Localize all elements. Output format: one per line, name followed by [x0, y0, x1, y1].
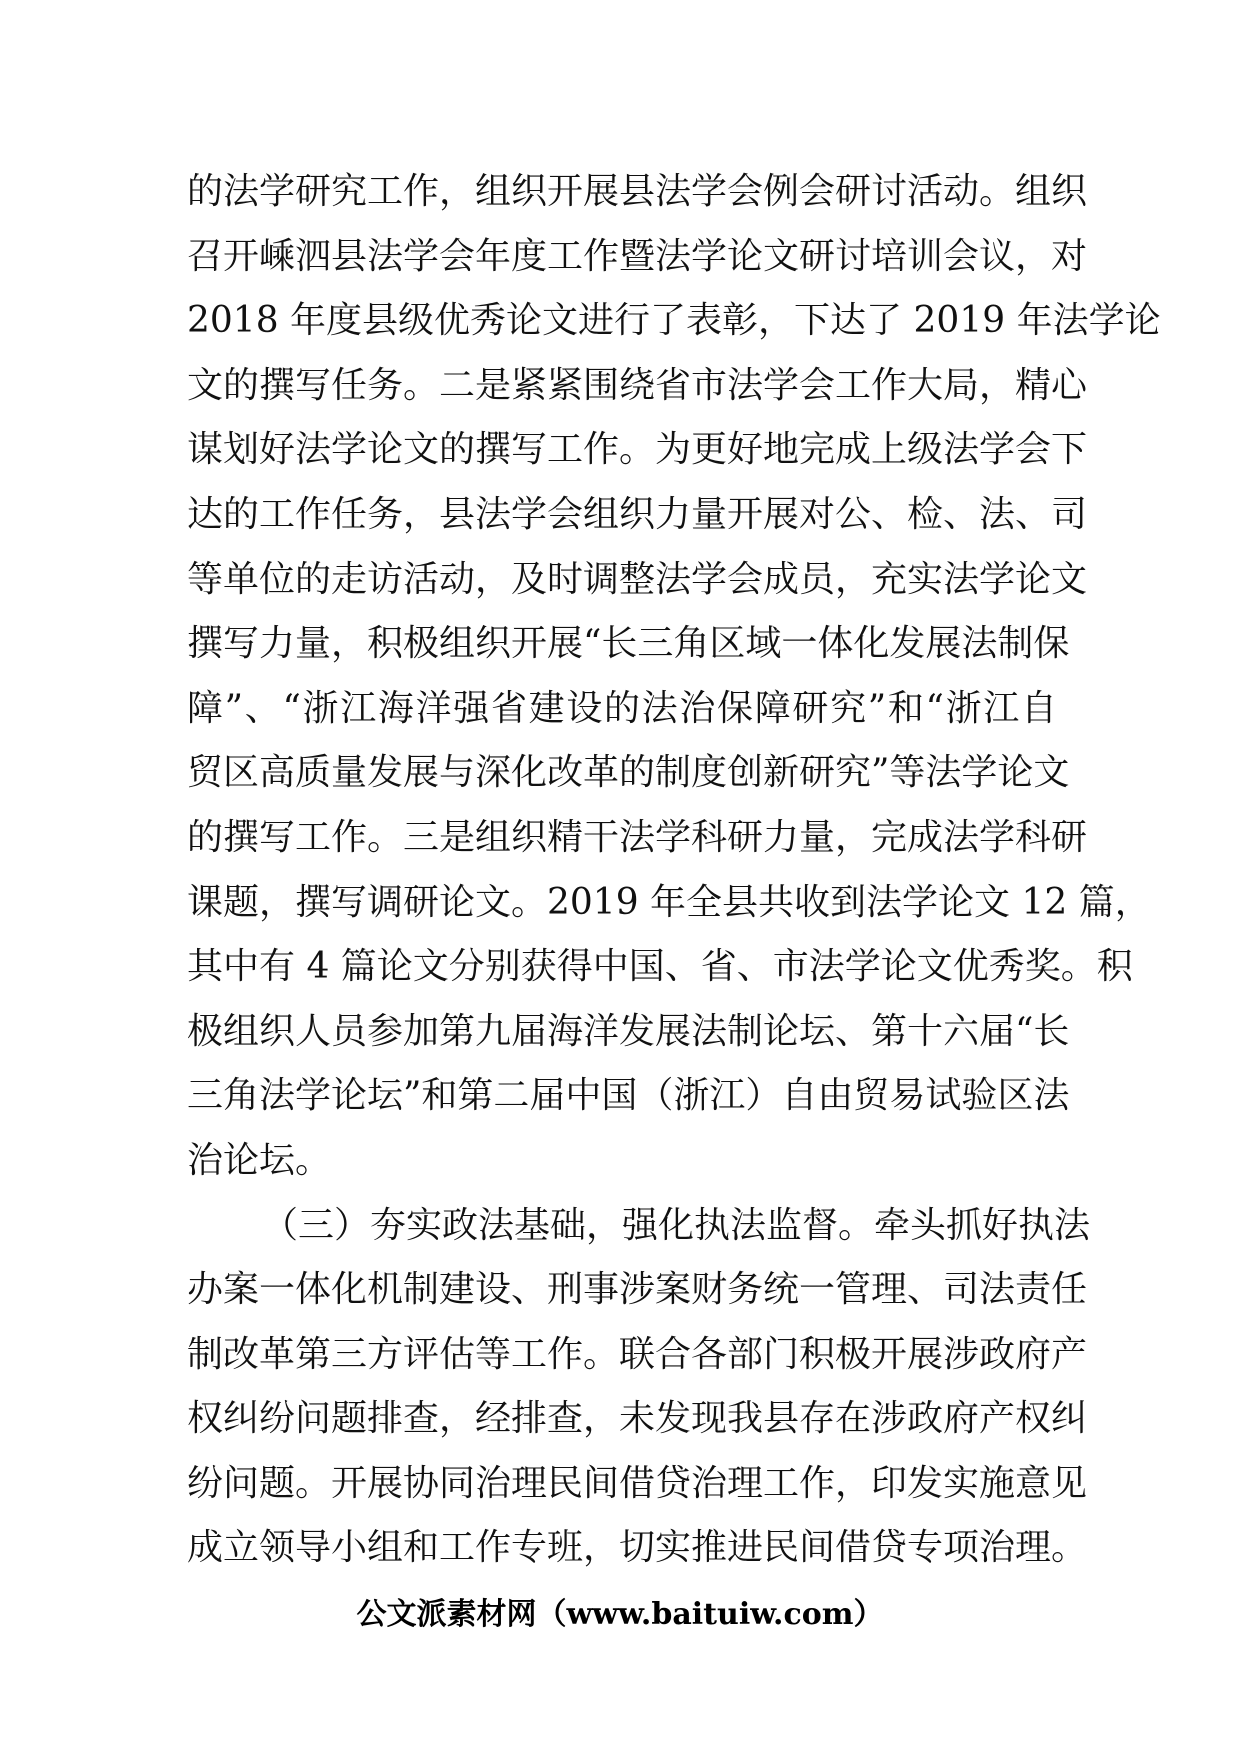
- text-line: 达的工作任务，县法学会组织力量开展对公、检、法、司: [187, 493, 1088, 535]
- footer-source-text: 公文派素材网（www.baitui​w.com）: [356, 1597, 884, 1632]
- text-line: 纷问题。开展协同治理民间借贷治理工作，印发实施意见: [187, 1462, 1088, 1504]
- text-line: 贸区高质量发展与深化改革的制度创新研究”等法学论文: [187, 752, 1070, 794]
- text-line: 文的撰写任务。二是紧紧围绕省市法学会工作大局，精心: [187, 364, 1088, 406]
- text-line: 极组织人员参加第九届海洋发展法制论坛、第十六届“长: [187, 1010, 1070, 1052]
- body-text: [187, 160, 1161, 1581]
- text-line: 障”、“浙江海洋强省建设的法治保障研究”和“浙江自: [187, 687, 1057, 729]
- section-heading-line: （三）夯实政法基础，强化执法监督。牵头抓好执法: [262, 1204, 1091, 1246]
- text-line: 权纠纷问题排查，经排查，未发现我县存在涉政府产权纠: [187, 1398, 1088, 1440]
- text-line: 2018 年度县级优秀论文进行了表彰，下达了 2019 年法学论: [187, 300, 1161, 342]
- text-line: 课题，撰写调研论文。2019 年全县共收到法学论文 12 篇，: [187, 881, 1151, 923]
- text-line: 谋划好法学论文的撰写工作。为更好地完成上级法学会下: [187, 429, 1088, 471]
- text-line: 其中有 4 篇论文分别获得中国、省、市法学论文优秀奖。积: [187, 946, 1133, 988]
- text-line: 召开嵊泗县法学会年度工作暨法学论文研讨培训会议，对: [187, 235, 1088, 277]
- text-line: 治论坛。: [187, 1139, 332, 1181]
- text-line: 的法学研究工作，组织开展县法学会例会研讨活动。组织: [187, 171, 1088, 212]
- text-line: 等单位的走访活动，及时调整法学会成员，充实法学论文: [187, 558, 1088, 600]
- text-line: 制改革第三方评估等工作。联合各部门积极开展涉政府产: [187, 1333, 1088, 1375]
- text-line: 三角法学论坛”和第二届中国（浙江）自由贸易试验区法: [187, 1075, 1070, 1117]
- text-line: 成立领导小组和工作专班，切实推进民间借贷专项治理。: [187, 1527, 1088, 1569]
- text-line: 撰写力量，积极组织开展“长三角区域一体化发展法制保: [187, 623, 1070, 665]
- text-line: 办案一体化机制建设、刑事涉案财务统一管理、司法责任: [187, 1269, 1088, 1311]
- text-line: 的撰写工作。三是组织精干法学科研力量，完成法学科研: [187, 816, 1088, 858]
